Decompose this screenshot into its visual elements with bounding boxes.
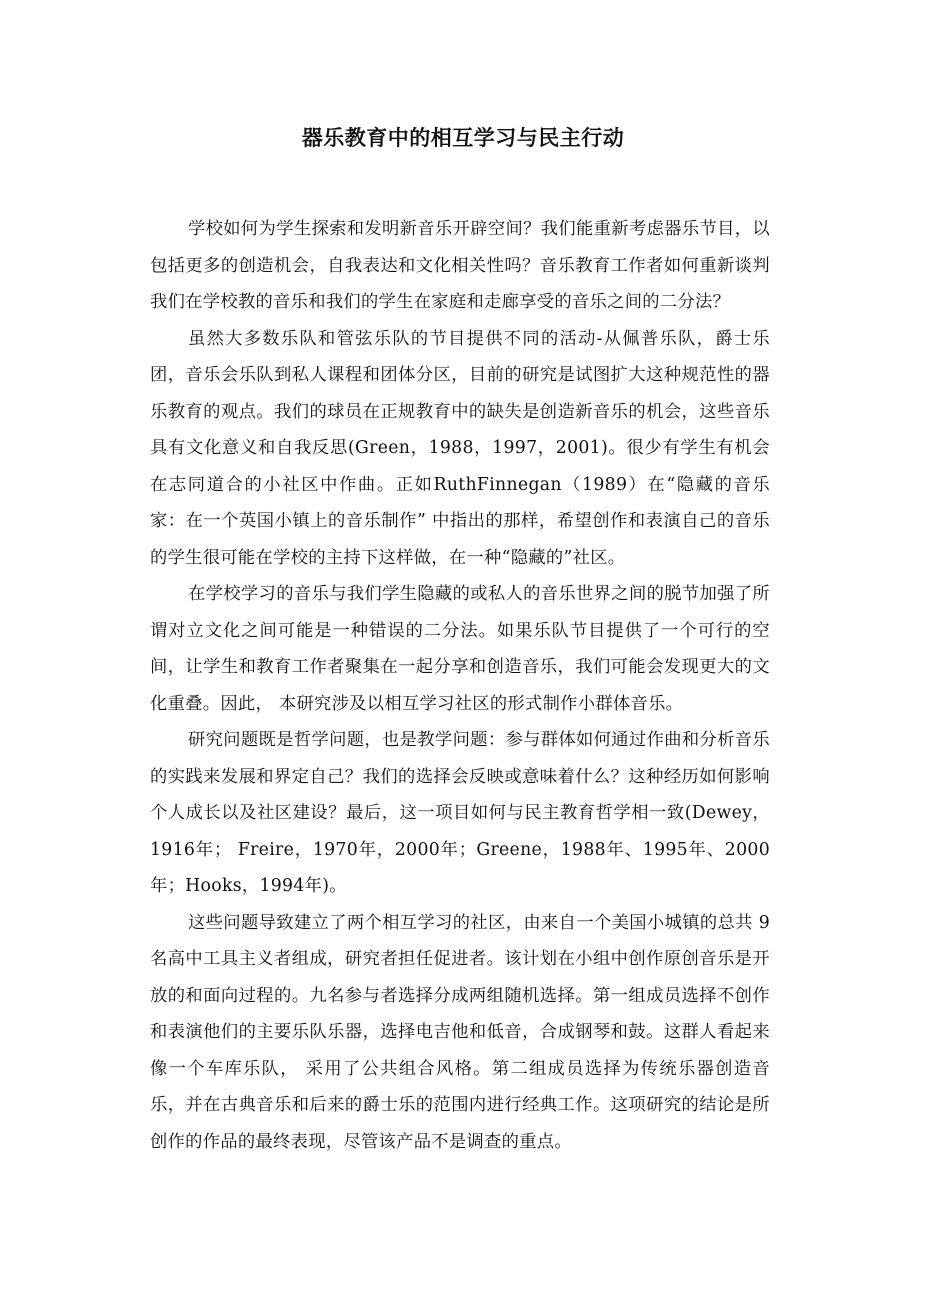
paragraph-3: 在学校学习的音乐与我们学生隐藏的或私人的音乐世界之间的脱节加强了所谓对立文化之间可能是一种错误的二分法。如果乐队节目提供了一个可行的空间，让学生和教育工作者聚集在一起分享和创造音乐，我们可能会发现更大的文化重叠。因此， 本研究涉及以相互学习社区的形式制作小群体音乐。 (150, 584, 770, 714)
paragraph-1: 学校如何为学生探索和发明新音乐开辟空间？我们能重新考虑器乐节目，以包括更多的创造机会，自我表达和文化相关性吗？音乐教育工作者如何重新谈判我们在学校教的音乐和我们的学生在家庭和走廊享受的音乐之间的二分法？ (150, 219, 770, 312)
paragraph-5: 这些问题导致建立了两个相互学习的社区，由来自一个美国小城镇的总共 9 名高中工具主义者组成，研究者担任促进者。该计划在小组中创作原创音乐是开放的和面向过程的。九名参与者选择分成两组随机选择。第一组成员选择不创作和表演他们的主要乐队乐器，选择电吉他和低音，合成钢琴和鼓。这群人看起来像一个车库乐队， 采用了公共组合风格。第二组成员选择为传统乐器创造音乐，并在古典音乐和后来的爵士乐的范围内进行经典工作。这项研究的结论是所创作的作品的最终表现，尽管该产品不是调查的重点。 (150, 912, 770, 1152)
paragraph-2: 虽然大多数乐队和管弦乐队的节目提供不同的活动-从佩普乐队，爵士乐团，音乐会乐队到私人课程和团体分区，目前的研究是试图扩大这种规范性的器乐教育的观点。我们的球员在正规教育中的缺失是创造新音乐的机会，这些音乐具有文化意义和自我反思(Green，1988，1997，2001)。很少有学生有机会在志同道合的小社区中作曲。正如RuthFinnegan（1989）在“隐藏的音乐家：在一个英国小镇上的音乐制作” 中指出的那样，希望创作和表演自己的音乐的学生很可能在学校的主持下这样做，在一种“隐藏的”社区。 (150, 328, 770, 568)
document-body (150, 211, 770, 1160)
document-title: 器乐教育中的相互学习与民主行动 (301, 126, 625, 150)
paragraph-4: 研究问题既是哲学问题，也是教学问题：参与群体如何通过作曲和分析音乐的实践来发展和界定自己？我们的选择会反映或意味着什么？这种经历如何影响个人成长以及社区建设？最后，这一项目如何与民主教育哲学相一致(Dewey，1916年； Freire，1970年，2000年；Greene，1988年、1995年、2000年；Hooks，1994年)。 (150, 730, 770, 896)
